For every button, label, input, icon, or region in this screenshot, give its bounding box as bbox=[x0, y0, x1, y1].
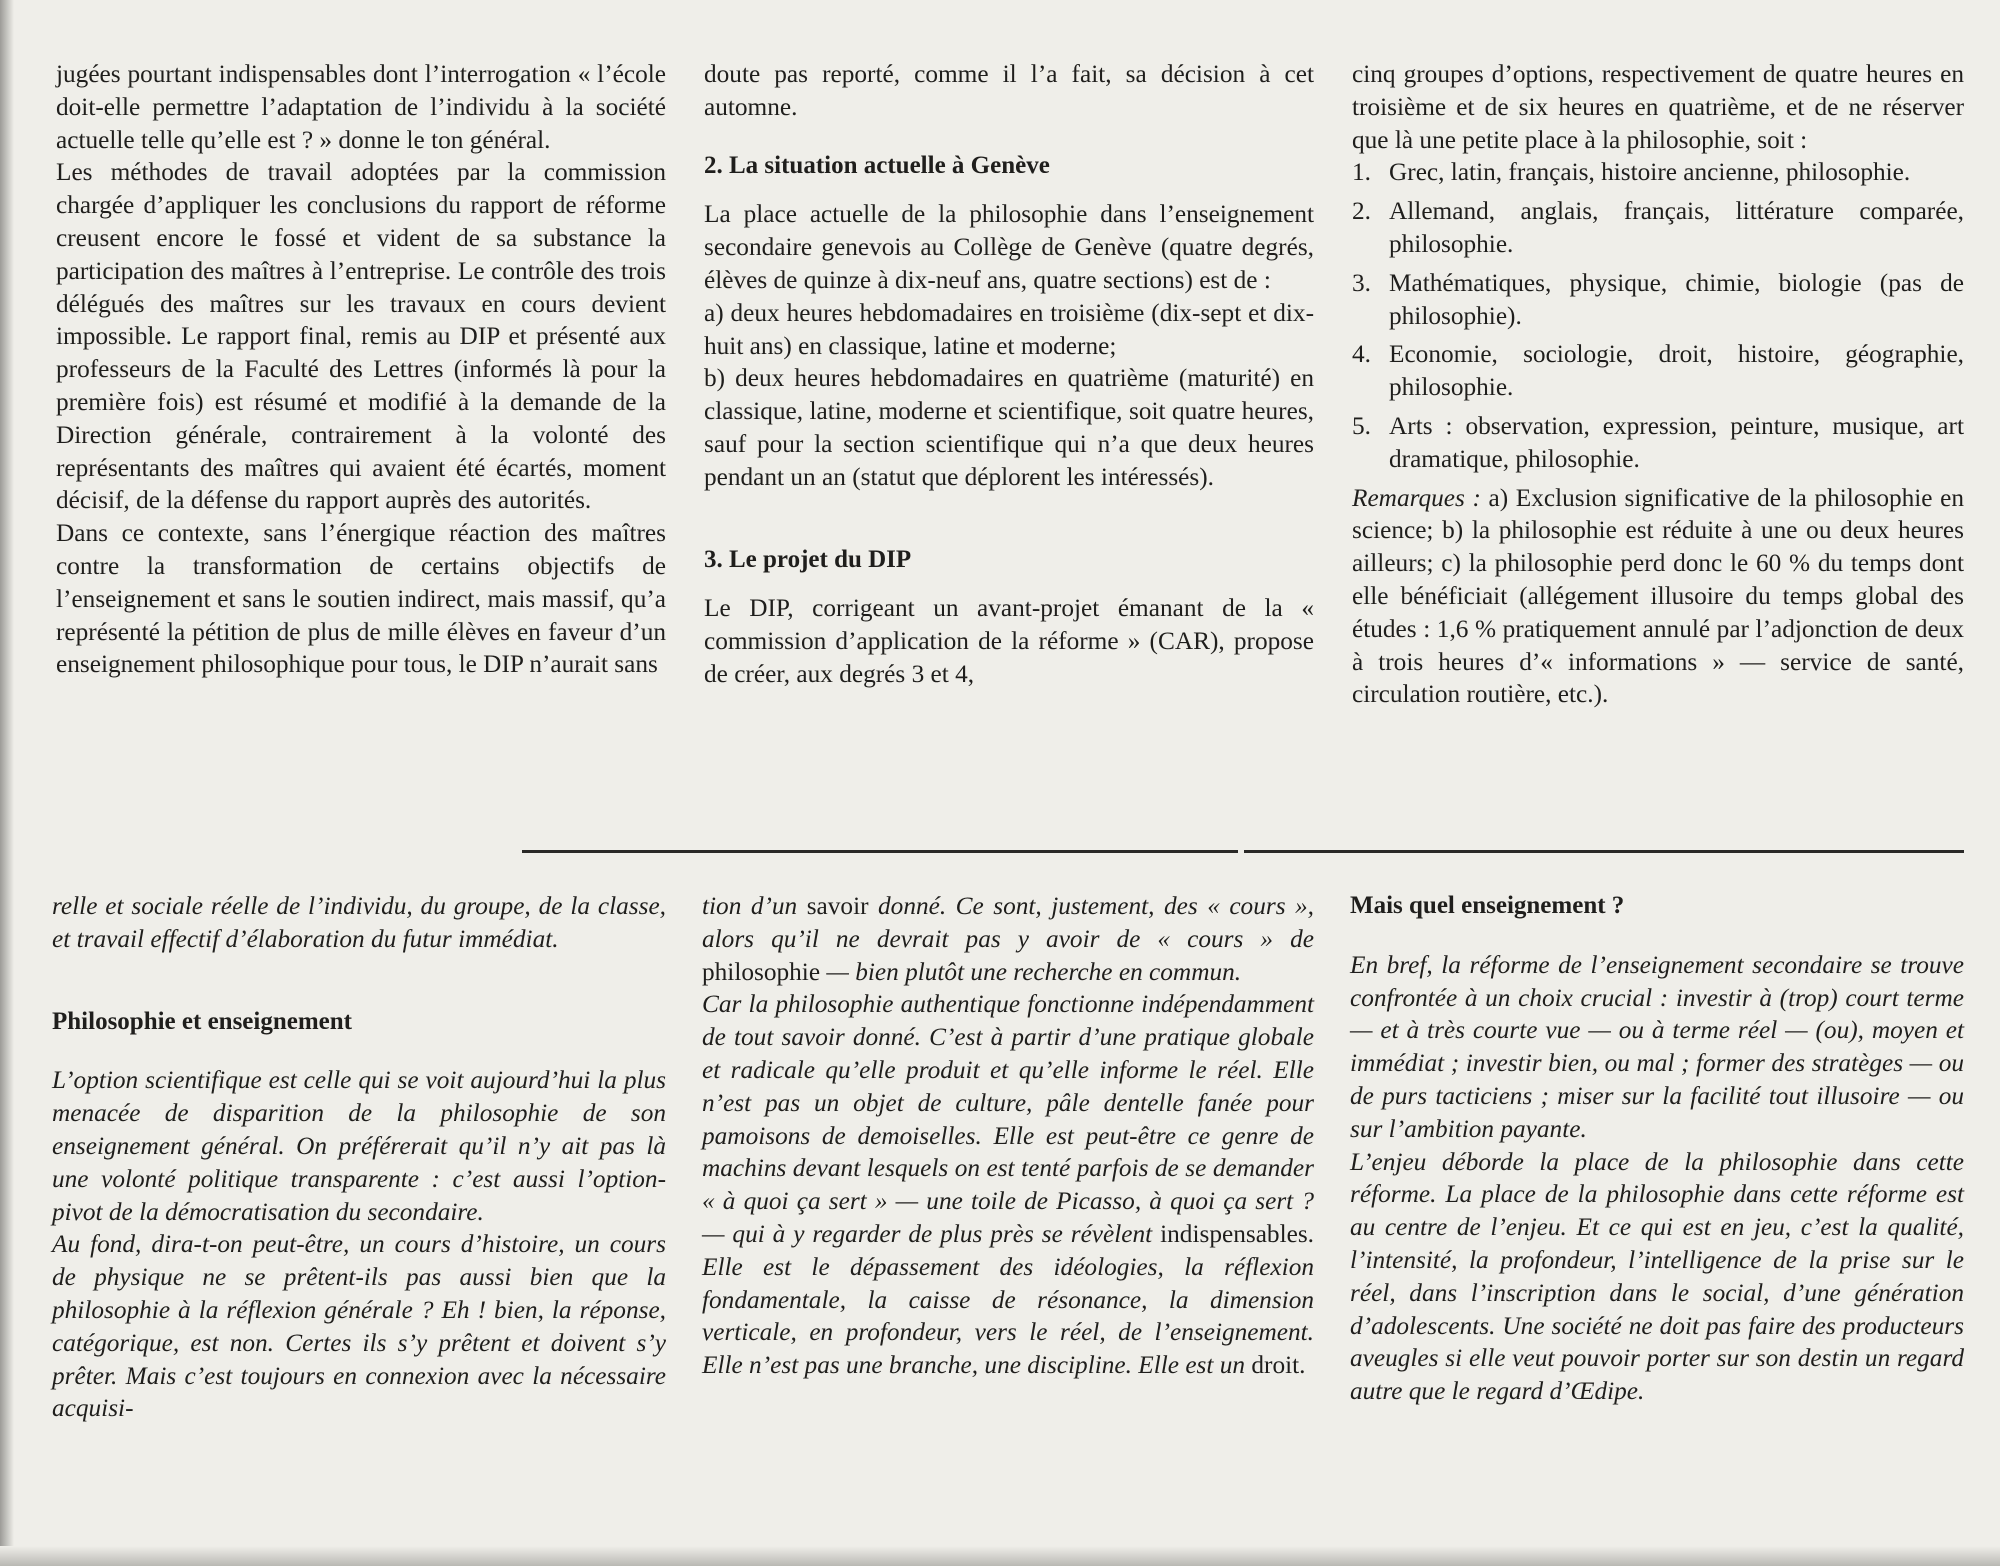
remarks-label: Remarques : bbox=[1352, 483, 1481, 512]
list-text: Grec, latin, français, histoire ancienne, philosophie. bbox=[1389, 158, 1911, 187]
section-heading-projet: 3. Le projet du DIP bbox=[704, 545, 912, 573]
list-text: Allemand, anglais, français, littérature comparée, philosophie. bbox=[1389, 197, 1964, 258]
paragraph: b) deux heures hebdomadaires en quatrième (maturité) en classique, latine, moderne et scientifique, soit quatre heures, sauf pour la section scientifique qui n’a que deux heures pendant un an (statut que déplorent les intéressés). bbox=[704, 364, 1314, 491]
top-column-1 bbox=[56, 58, 666, 681]
list-item bbox=[1352, 338, 1964, 404]
section-heading-philosophie: Philosophie et enseignement bbox=[52, 1007, 352, 1035]
options-list bbox=[1352, 156, 1964, 475]
list-number: 1. bbox=[1352, 158, 1371, 187]
spacer bbox=[52, 1038, 666, 1064]
section-heading-enseignement: Mais quel enseignement ? bbox=[1350, 892, 1625, 919]
paragraph: Le DIP, corrigeant un avant-projet émanant de la « commission d’application de la réforme » (CAR), propose de créer, aux degrés 3 et 4, bbox=[704, 594, 1314, 688]
spacer bbox=[704, 182, 1314, 198]
paragraph: La place actuelle de la philosophie dans l’enseignement secondaire genevois au Collège de Genève (quatre degrés, élèves de quinze à dix-neuf ans, quatre sections) est de : bbox=[704, 200, 1314, 294]
bottom-column-1 bbox=[52, 890, 666, 1425]
list-text: Mathématiques, physique, chimie, biologie (pas de philosophie). bbox=[1389, 268, 1964, 330]
paragraph: cinq groupes d’options, respectivement de quatre heures en troisième et de six heures en quatrième, et de ne réserver que là une petite place à la philosophie, soit : bbox=[1352, 60, 1964, 154]
divider-rule bbox=[1244, 850, 1964, 853]
spacer bbox=[704, 494, 1314, 544]
spacer bbox=[704, 124, 1314, 150]
spacer bbox=[1350, 923, 1964, 949]
text-run-upright: droit. bbox=[1251, 1351, 1306, 1380]
paragraph bbox=[702, 890, 1314, 988]
text-run: Car la philosophie authentique fonctionne indépendamment de tout savoir donné. C’est à partir d’une pratique globale et radicale qu’elle produit et qu’elle informe le réel. Elle n’est pas un objet de culture, pâle dentelle fanée pour pamoisons de demoiselles. Elle est peut-être ce genre de machins devant lesquels on est tenté parfois de se demander « à quoi ça sert » — une toile de Picasso, à quoi ça sert ? — qui à y regarder de plus près se révèlent bbox=[702, 990, 1314, 1248]
text-run: donné. Ce sont, justement, des « cours », alors qu’il ne devrait pas y avoir de « cours » de bbox=[702, 892, 1314, 953]
list-text: Economie, sociologie, droit, histoire, géographie, philosophie. bbox=[1389, 340, 1964, 402]
list-number: 2. bbox=[1352, 197, 1371, 226]
divider-rule bbox=[522, 850, 1238, 853]
list-text: Arts : observation, expression, peinture, musique, art dramatique, philosophie. bbox=[1389, 411, 1964, 473]
list-item bbox=[1352, 195, 1964, 261]
list-item bbox=[1352, 267, 1964, 333]
paragraph: a) deux heures hebdomadaires en troisième (dix-sept et dix-huit ans) en classique, latine et moderne; bbox=[704, 298, 1314, 360]
text-run-upright: philosophie bbox=[702, 957, 821, 986]
bottom-column-3 bbox=[1350, 890, 1964, 1408]
paragraph: En bref, la réforme de l’enseignement secondaire se trouve confrontée à un choix crucial : investir à (trop) court terme — et à très courte vue — ou à terme réel — (ou), moyen et immédiat ; investir bien, ou mal ; former des stratèges — ou de purs tacticiens ; miser sur la facilité tout illusoire — ou sur l’ambition payante. bbox=[1350, 950, 1964, 1143]
top-column-3 bbox=[1352, 58, 1964, 711]
text-run-upright: indispensables. bbox=[1160, 1219, 1314, 1248]
paragraph: Au fond, dira-t-on peut-être, un cours d’histoire, un cours de physique ne se prêtent-ils pas aussi bien que la philosophie à la réflexion générale ? Eh ! bien, la réponse, catégorique, est non. Certes ils s’y prêtent et doivent s’y prêter. Mais c’est toujours en connexion avec la nécessaire acquisi- bbox=[52, 1230, 666, 1423]
spacer bbox=[704, 576, 1314, 592]
list-item bbox=[1352, 410, 1964, 476]
paragraph: jugées pourtant indispensables dont l’interrogation « l’école doit-elle permettre l’adaptation de l’individu à la société actuelle telle qu’elle est ? » donne le ton général. bbox=[56, 60, 666, 154]
text-run: Elle est le dépassement des idéologies, la réflexion fondamentale, la caisse de résonance, la dimension verticale, en profondeur, vers le réel, de l’enseignement. Elle n’est pas une branche, une discipline. Elle est un bbox=[702, 1252, 1314, 1380]
remarks-paragraph bbox=[1352, 482, 1964, 712]
top-column-2 bbox=[704, 58, 1314, 691]
remarks-text: a) Exclusion significative de la philosophie en science; b) la philosophie est réduite à une ou deux heures ailleurs; c) la philosophie perd donc le 60 % du temps dont elle bénéficiait (allégement illusoire du temps global des études : 1,6 % pratiquement annulé par l’adjonction de deux à trois heures d’« informations » — service de santé, circulation routière, etc.). bbox=[1352, 483, 1964, 709]
list-number: 4. bbox=[1352, 340, 1371, 369]
paragraph: L’option scientifique est celle qui se voit aujourd’hui la plus menacée de disparition de la philosophie de son enseignement général. On préférerait qu’il n’y ait pas là une volonté politique transparente : c’est aussi l’option-pivot de la démocratisation du secondaire. bbox=[52, 1066, 666, 1226]
list-number: 3. bbox=[1352, 268, 1371, 297]
paragraph: doute pas reporté, comme il l’a fait, sa décision à cet automne. bbox=[704, 60, 1314, 121]
paragraph: L’enjeu déborde la place de la philosophie dans cette réforme. La place de la philosophie dans cette réforme est au centre de l’enjeu. Et ce qui est en jeu, c’est la qualité, l’intensité, la profondeur, l’intelligence de la prise sur le réel, dans l’inscription dans le social, d’une génération d’adolescents. Une société ne doit pas faire des producteurs aveugles si elle veut pouvoir porter sur son destin un regard autre que le regard d’Œdipe. bbox=[1350, 1147, 1964, 1406]
paragraph: Dans ce contexte, sans l’énergique réaction des maîtres contre la transformation de certains objectifs de l’enseignement et sans le soutien indirect, mais massif, qu’a représenté la pétition de plus de mille élèves en faveur d’un enseignement philosophique pour tous, le DIP n’aurait sans bbox=[56, 519, 666, 679]
paragraph: Les méthodes de travail adoptées par la commission chargée d’appliquer les conclusions du rapport de réforme creusent encore le fossé et vident de sa substance la participation des maîtres à l’entreprise. Le contrôle des trois délégués des maîtres sur les travaux en cours devient impossible. Le rapport final, remis au DIP et présenté aux professeurs de la Faculté des Lettres (informés là pour la première fois) est résumé et modifié à la demande de la Direction générale, contrairement à la volonté des représentants des maîtres qui avaient été écartés, moment décisif, de la défense du rapport auprès des autorités. bbox=[56, 158, 666, 515]
list-number: 5. bbox=[1352, 411, 1371, 440]
text-run: tion d’un bbox=[702, 892, 807, 920]
bottom-column-2 bbox=[702, 890, 1314, 1382]
paragraph bbox=[702, 988, 1314, 1382]
list-item bbox=[1352, 156, 1964, 189]
section-heading-situation: 2. La situation actuelle à Genève bbox=[704, 151, 1050, 179]
spacer bbox=[52, 956, 666, 1006]
paragraph: relle et sociale réelle de l’individu, du groupe, de la classe, et travail effectif d’élaboration du futur immédiat. bbox=[52, 892, 666, 953]
text-run-upright: savoir bbox=[806, 892, 869, 920]
text-run: — bien plutôt une recherche en commun. bbox=[820, 957, 1242, 986]
